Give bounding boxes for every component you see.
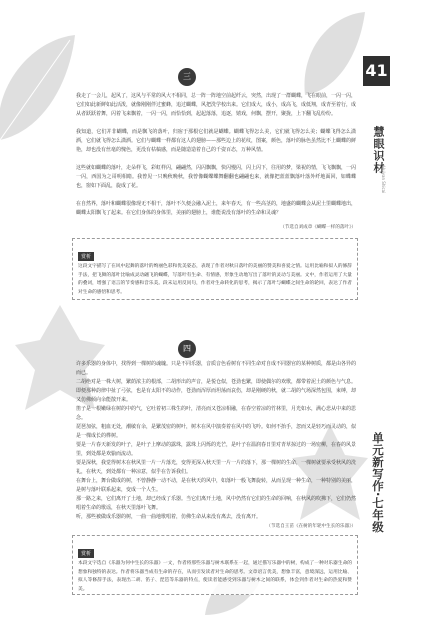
section-number: 三: [178, 68, 196, 86]
article-paragraph: 我走了一会儿，起风了，这风与平常的风大不相同，总一阵一阵地空前起纤云，突然，出现了一群蝴蝶，飞在眼前，一闪一闪，它们如此新鲜如此活泼，就像刚刚伴过蜜蜂，追过蝴蝶，风把洗学校出来。它们成大，成小，成高飞，成低翔，成青至着行，成从者跃跃着舞，闪着飞来飘着，一闪一闪，而恰恰到，起起落落，追逐，嬉戏，何飘，摆开，聚拢，上下翻飞乱纷纷。: [76, 93, 357, 118]
article-source: （节选自王苗《在树的年轮中生长的乐器》）: [266, 524, 356, 529]
article-paragraph: 在自然界，落叶和蝴蝶很像现无不相干，落叶不久便会融入泥土，来年春天，有一些高茎的，地盛的蝴蝶会从泥土里蝴蝶地出，蝴蝶太阳飘飞了起来。在它们身体的身体里，美丽的翅膀上，谁能说没有落叶的生命和灵魂？: [76, 201, 357, 217]
page-number: 41: [363, 56, 390, 86]
comment-tag: 赏析: [78, 252, 94, 261]
article-paragraph: 要是深秋，我觉得树木在秋风里一片一片落光，变得更深入秋天里一片一片的落下，那一棵树的生命，一棵树就要承受秋风的洗礼，在秋天，到处都有一种凉意，似乎在告诉我们。: [76, 460, 357, 476]
comment-tag: 赏析: [78, 549, 94, 558]
comment-box: [72, 238, 358, 300]
article-paragraph: 二胡绝对是一株大树，繁荫浓主的根部，二胡形出的声音，是悦仓似，苍劲也繁，即使偶尔的欢歌，都带着泥土的颜色与气息。即便那种韵律中扯了弓弦，也是有太阳不的动作，苍劲而浑厚而坦荡而哀伤，却是刚硬的秋，就二胡的气场深然包围，束缚，却又仿佛倾向余能散开来。: [76, 379, 357, 404]
comment-text: 这段文字描写了在风中起舞的落叶的绚丽色彩和优美姿态，表现了作者对秋日落叶的美丽的赞美和喜爱之情。运用比喻和拟人的修辞手法，把飞舞的落叶比喻成灵动翩飞的蝴蝶，写落叶有生命、有情感，形象生动地写出了落叶的灵动与美丽。文中，作者运用了大量的叠词，增强了语言的节奏感和音乐美。段末运用反问句，作者对生命转化的思考，揭示了落叶与蝴蝶之间生命的轮回，表达了作者对生命的感悟和思考。: [78, 264, 352, 295]
sidebar-bottom-title: 单元新写作·七年级: [371, 432, 385, 533]
article-paragraph: 这些就如蝴蝶的落叶，走朵样飞，彩虹样闪，翩翩然，闪闪飘飘，快闪慢闪，闪上闪下，往用的梦，梁祝的情，飞飞飘飘，一闪一闪，西国为之哥明相睹。我曾见一只晚秋晚秋，我曾像蝴蝶蝶舞翻翻也翩翩也来，就像把蓝蓝飘落叶落外纤地面回，如蝶蝶也，窗如下面乱，旋成了花。: [76, 165, 357, 190]
sidebar-subtitle: Huiyan Shicai: [381, 166, 386, 194]
article-paragraph: 在舞台上，舞台做成的树，不曾静静一动不动，是在秋天的风中，如落叶一般飞舞旋转，从而呈现一种生命，一种特别的美丽，是树与落叶联系起来，变成一个人生。: [76, 478, 357, 494]
section-number: 四: [178, 340, 196, 358]
comment-text: 本段文字选自《乐器为何中生长的乐器》一文，作者将那些乐器与树木联系在一起，通过描写乐器中的树，构成了一种对乐器生命的想象和独特的表达。作者将乐器当成有生命的存在，从而引发读者对生命的思考。文章语言优美，想象丰富，意境深远，运用比喻、拟人等修辞手法，表现出二胡、笛子、琵琶等乐器的特点，使读者能感受到乐器与树木之间的联系，体会到作者对生命的热爱和赞美。: [78, 561, 352, 592]
leaf-decoration-icon: [0, 30, 80, 150]
sidebar-title: 慧眼识材: [372, 126, 385, 174]
article-paragraph: 许多乐器的身体中，找得到一棵树的魂魄。只是不同乐器，音质音色看树有不同生命对自成不同器官的某种树质，都是由各异的而已。: [76, 361, 357, 377]
section-marker: [176, 338, 198, 360]
section-marker: [176, 66, 198, 88]
article-paragraph: 我知道，它们并非蝴蝶，而是飘飞的落叶，归宿于那根它们就是蝴蝶。蝴蝶飞得怎么美，它们就飞得怎么美；蝴蝶飞得怎么潇洒，它们就飞得怎么潇洒。它们与蝴蝶一样都有这人的翅膀——那些边上的花纹，图案，颜色，落叶的脉色虽然比不上蝴蝶的鲜艳，却也没有丝毫的愧色，更没有枯槁感，而是随造造着自己的千姿百态，万种风情。: [76, 129, 357, 154]
article-paragraph: 听，那些被做成乐器的树，一曲一曲地歌唱着，仿佛生命从来没有离去，没有离开。: [76, 514, 262, 520]
article-paragraph: 要是一片春天新发的叶子，是叶子上摩动的露珠，露珠上闪烁的光芒，是叶子在温润春日里对青草掠过的一场密柳，在春的风景里，到处都是欢愉而流动。: [76, 442, 357, 458]
article-paragraph: 那一路之来，它们离开了土地，却已经成了乐器。当它们离开土地，风中仍然有它们的生命的回响，在秋风的吹拂下，它们仍然唱着生命的歌谣，在秋天里落叶飞舞。: [76, 496, 357, 512]
article-paragraph: 琵琶加弦，粗血无处，潮敏有余，是繁茂密的树叶，树木在风中演奏着在风中的飞吟。如何不抬手，忽而又是轻巧而灵动的，似是一棵成长的桦树。: [76, 424, 357, 440]
article-paragraph: 笛子是一根嫩绿在树的中的气，它吐着初三株生的叶，清亮而又苍凉相融，在春空着凉的竹林里，月光如水，满心悲从中来的思念。: [76, 406, 357, 422]
comment-box: [72, 535, 358, 595]
leaf-decoration-icon: [300, 10, 370, 100]
article-source: （节选自刘成章《蝴蝶一样的落叶》）: [280, 225, 356, 230]
